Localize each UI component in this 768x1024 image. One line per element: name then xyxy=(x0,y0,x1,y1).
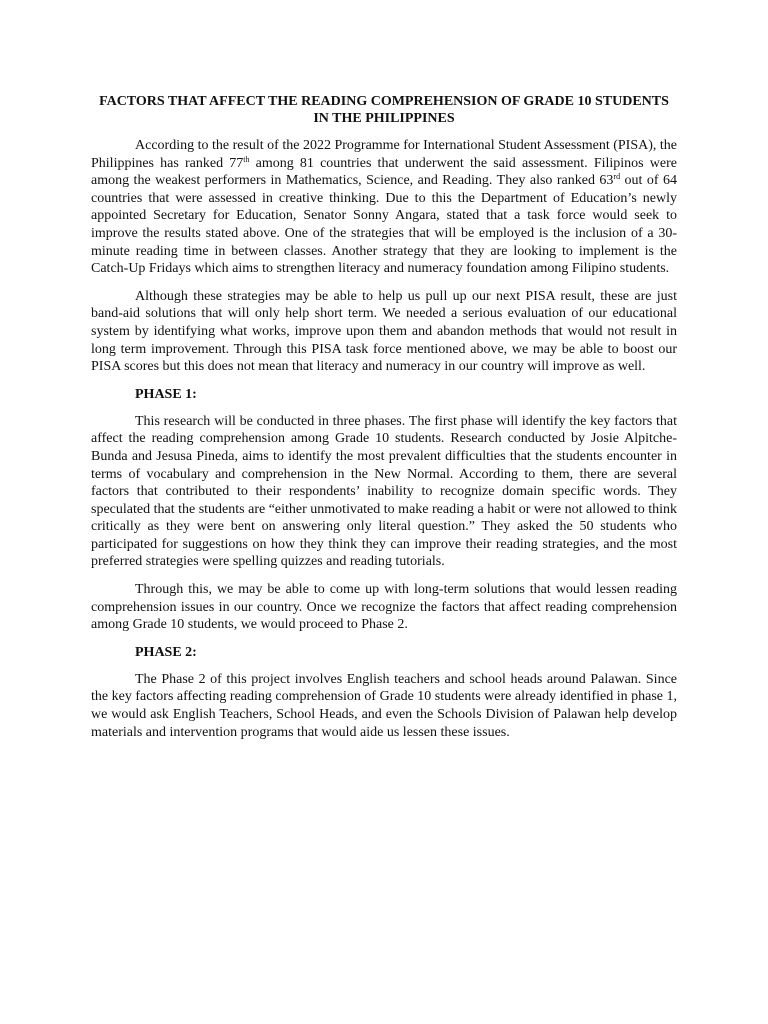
intro-text-part-2: among 81 countries that underwent the said assessment. Filipinos were among the weakest performers in Mathematics, Science, and Reading. They also ranked 63 xyxy=(91,155,677,189)
ordinal-suffix-rd: rd xyxy=(613,172,621,182)
intro-text-part-3: out of 64 countries that were assessed in creative thinking. Due to this the Department of Education’s newly appointed Secretary for Education, Senator Sonny Angara, stated that a task force would seek to improve the results stated above. One of the strategies that will be employed is the inclusion of a 30-minute reading time in between classes. Another strategy that they are looking to implement is the Catch-Up Fridays which aims to strengthen literacy and numeracy foundation among Filipino students. xyxy=(91,173,677,277)
phase-2-paragraph-1: The Phase 2 of this project involves English teachers and school heads around Palawan. Since the key factors affecting reading comprehension of Grade 10 students were already identified in phase 1, we would ask English Teachers, School Heads, and even the Schools Division of Palawan help develop materials and intervention programs that would aide us lessen these issues. xyxy=(91,671,677,740)
ordinal-suffix-th: th xyxy=(243,154,250,164)
strategies-paragraph: Although these strategies may be able to help us pull up our next PISA result, these are just band-aid solutions that will only help short term. We needed a serious evaluation of our educational system by identifying what works, improve upon them and abandon methods that would not result in long term improvement. Through this PISA task force mentioned above, we may be able to boost our PISA scores but this does not mean that literacy and numeracy in our country will improve as well. xyxy=(91,288,677,375)
intro-text-part-1: According to the result of the 2022 Programme for International Student Assessment (PISA), the Philippines has ranked 77 xyxy=(91,138,678,171)
phase-1-paragraph-2: Through this, we may be able to come up with long-term solutions that would lessen reading comprehension issues in our country. Once we recognize the factors that affect reading comprehension among Grade 10 students, we would proceed to Phase 2. xyxy=(91,582,677,633)
document-title: FACTORS THAT AFFECT THE READING COMPREHENSION OF GRADE 10 STUDENTS IN THE PHILIPPINES xyxy=(99,94,669,126)
intro-paragraph xyxy=(91,137,677,278)
phase-2-heading: PHASE 2: xyxy=(135,644,197,660)
phase-1-heading: PHASE 1: xyxy=(135,386,197,402)
phase-1-paragraph-1: This research will be conducted in three phases. The first phase will identify the key factors that affect the reading comprehension among Grade 10 students. Research conducted by Josie Alpitche-Bunda and Jesusa Pineda, aims to identify the most prevalent difficulties that the students encounter in terms of vocabulary and comprehension in the New Normal. According to them, there are several factors that contributed to their respondents’ inability to recognize domain specific words. They speculated that the students are “either unmotivated to make reading a habit or were not allowed to think critically as they were bent on answering only literal question.” They asked the 50 students who participated for suggestions on how they think they can improve their reading strategies, and the most preferred strategies were spelling quizzes and reading tutorials. xyxy=(91,413,677,570)
